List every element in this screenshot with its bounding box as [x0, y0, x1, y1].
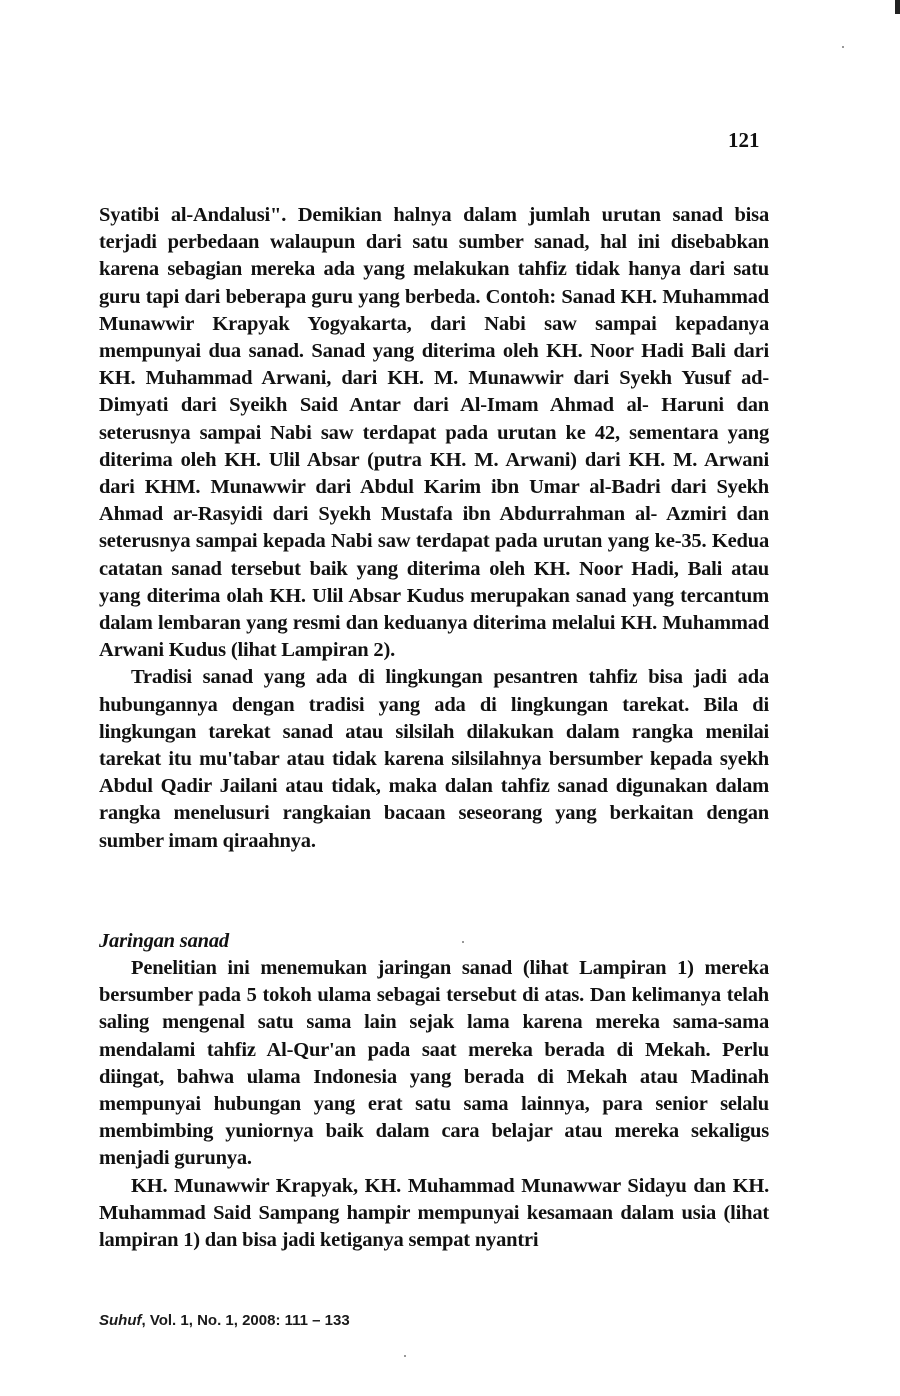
scan-speck	[404, 1355, 406, 1357]
paragraph: Tradisi sanad yang ada di lingkungan pesantren tahfiz bisa jadi ada hubungannya dengan tradisi yang ada di lingkungan tarekat. Bila di lingkungan tarekat sanad atau silsilah dilakukan dalam rangka menilai tarekat itu mu'tabar atau tidak karena silsilahnya bersumber kepada syekh Abdul Qadir Jailani atau tidak, maka dalan tahfiz sanad digunakan dalam rangka menelusuri rangkaian bacaan seseorang yang berkaitan dengan sumber imam qiraahnya.	[99, 666, 769, 852]
body-text-bottom	[99, 928, 769, 1254]
paragraph: Syatibi al-Andalusi". Demikian halnya dalam jumlah urutan sanad bisa terjadi perbedaan walaupun dari satu sumber sanad, hal ini disebabkan karena sebagian mereka ada yang melakukan tahfiz tidak hanya dari satu guru tapi dari beberapa guru yang berbeda. Contoh: Sanad KH. Muhammad Munawwir Krapyak Yogyakarta, dari Nabi saw sampai kepadanya mempunyai dua sanad. Sanad yang diterima oleh KH. Noor Hadi Bali dari KH. Muhammad Arwani, dari KH. M. Munawwir dari Syekh Yusuf ad-Dimyati dari Syeikh Said Antar dari Al-Imam Ahmad al- Haruni dan seterusnya sampai Nabi saw terdapat pada urutan ke 42, sementara yang diterima oleh KH. Ulil Absar (putra KH. M. Arwani) dari KH. M. Arwani dari KHM. Munawwir dari Abdul Karim ibn Umar al-Badri dari Syekh Ahmad ar-Rasyidi dari Syekh Mustafa ibn Abdurrahman al- Azmiri dan seterusnya sampai kepada Nabi saw terdapat pada urutan yang ke-35. Kedua catatan sanad tersebut baik yang diterima oleh KH. Noor Hadi, Bali atau yang diterima olah KH. Ulil Absar Kudus merupakan sanad yang tercantum dalam lembaran yang resmi dan keduanya diterima melalui KH. Muhammad Arwani Kudus (lihat Lampiran 2).	[99, 204, 769, 662]
page-footer	[99, 1312, 350, 1329]
journal-title: Suhuf	[99, 1312, 142, 1329]
section-heading: Jaringan sanad	[99, 930, 229, 952]
citation-text: , Vol. 1, No. 1, 2008: 111 – 133	[141, 1312, 350, 1329]
scan-speck	[842, 46, 844, 48]
paragraph: Penelitian ini menemukan jaringan sanad (lihat Lampiran 1) mereka bersumber pada 5 tokoh ulama sebagai tersebut di atas. Dan kelimanya telah saling mengenal satu sama lain sejak lama karena mereka sama-sama mendalami tahfiz Al-Qur'an pada saat mereka berada di Mekah. Perlu diingat, bahwa ulama Indonesia yang berada di Mekah atau Madinah mempunyai hubungan yang erat satu sama lainnya, para senior selalu membimbing yuniornya baik dalam cara belajar atau mereka sekaligus menjadi gurunya.	[99, 957, 769, 1170]
body-text-top	[99, 202, 769, 855]
page-number: 121	[728, 128, 760, 152]
paragraph: KH. Munawwir Krapyak, KH. Muhammad Munawwar Sidayu dan KH. Muhammad Said Sampang hampir mempunyai kesamaan dalam usia (lihat lampiran 1) dan bisa jadi ketiganya sempat nyantri	[99, 1174, 769, 1252]
scan-edge-mark	[895, 0, 900, 14]
